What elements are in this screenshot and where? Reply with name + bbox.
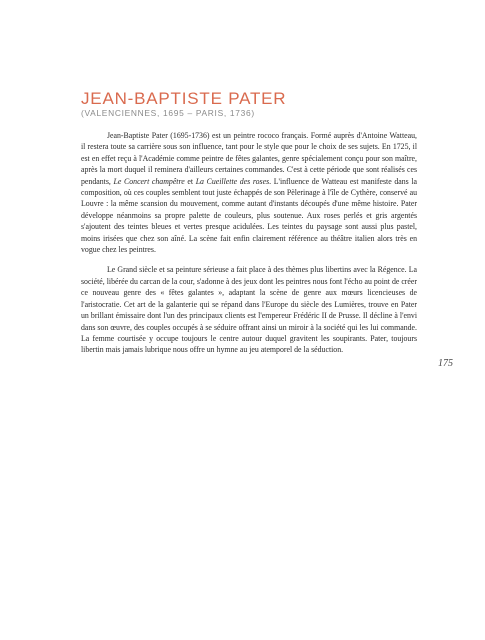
paragraph-1-intro: Jean-Baptiste Pater (1695-1736) est un peintre rococo français. Formé auprès d'Antoine Watteau, il restera toute sa carrière sous son influence, tant pour le style que pour le choix de ses sujets. En 1725, il est en effet reçu à l'Académie comme peintre de fêtes galantes, genre spécialement conçu pour son maître, après la mort duquel il reminera d'ailleurs certaines commandes. C'est à cette période que sont réalisés ces pendants,: [81, 131, 417, 186]
paragraph-1-rest: . L'influence de Watteau est manifeste dans la composition, où ces couples semblent tout juste échappés de son Pèlerinage à l'île de Cythère, conservé au Louvre : la même scansion du mouvement, comme autant d'instants découpés d'une même histoire. Pater développe néanmoins sa propre palette de couleurs, plus soutenue. Aux roses perlés et gris argentés s'ajoutent des teintes bleues et vertes presque acidulées. Les teintes du paysage sont aussi plus pastel, moins irisées que chez son aîné. La scène fait enfin clairement référence au théâtre italien alors très en vogue chez les peintres.: [81, 176, 418, 255]
paragraph-1: [81, 130, 417, 255]
page-title: JEAN-BAPTISTE PATER: [81, 89, 287, 108]
paragraph-1-conjunction: et: [184, 176, 196, 186]
page-subtitle: (VALENCIENNES, 1695 – PARIS, 1736): [81, 108, 255, 118]
artwork-title-concert: Le Concert champêtre: [113, 176, 185, 186]
artwork-title-cueillette: La Cueillette des roses: [195, 176, 270, 186]
paragraph-2: Le Grand siècle et sa peinture sérieuse a fait place à des thèmes plus libertins avec la Régence. La société, libérée du carcan de la cour, s'adonne à des jeux dont les peintres nous font l'écho au point de créer ce nouveau genre des « fêtes galantes », adaptant la scène de genre aux mœurs licencieuses de l'aristocratie. Cet art de la galanterie qui se répand dans l'Europe du siècle des Lumières, trouve en Pater un brillant émissaire dont l'un des principaux clients est l'empereur Frédéric II de Prusse. Il décline à l'envi dans son œuvre, des couples occupés à se séduire offrant ainsi un miroir à la société qui les lui commande. La femme courtisée y occupe toujours le centre autour duquel gravitent les soupirants. Pater, toujours libertin mais jamais lubrique nous offre un hymne au jeu atemporel de la séduction.: [81, 265, 417, 355]
page-number: 175: [438, 358, 453, 369]
body-text: [81, 130, 417, 356]
